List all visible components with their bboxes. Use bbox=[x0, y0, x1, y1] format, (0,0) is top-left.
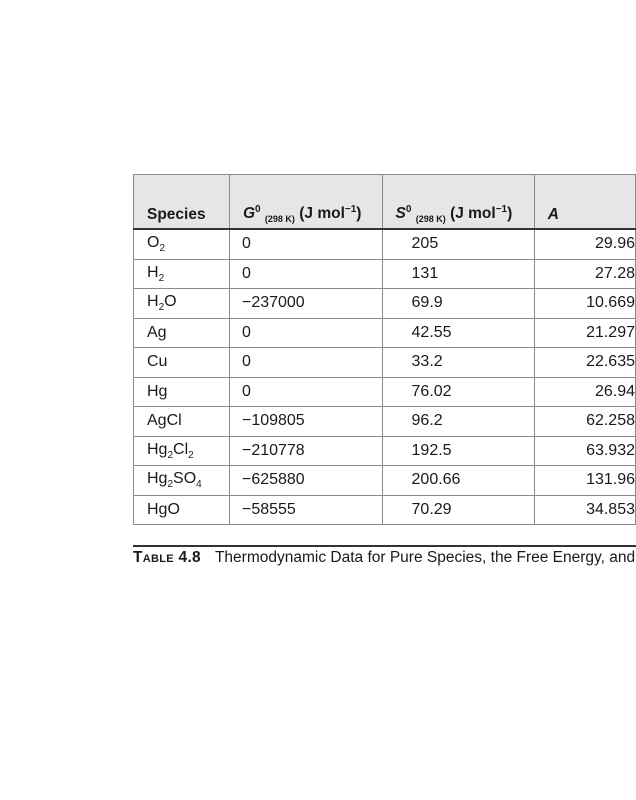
formula-text: Cl bbox=[173, 440, 189, 458]
formula-subscript: 2 bbox=[158, 272, 165, 284]
header-entropy-sup: 0 bbox=[405, 204, 412, 215]
cell-coefficient-a: 27.28 bbox=[534, 259, 635, 289]
formula-text: SO bbox=[173, 470, 197, 488]
table-row bbox=[134, 407, 636, 437]
cell-species bbox=[134, 377, 230, 407]
table-row bbox=[134, 229, 636, 259]
header-gibbs-sup: 0 bbox=[255, 204, 261, 215]
cell-coefficient-a: 10.669 bbox=[534, 289, 635, 319]
formula-subscript: 2 bbox=[159, 243, 166, 255]
caption-label: Table 4.8 bbox=[133, 549, 201, 566]
formula-subscript: 4 bbox=[196, 479, 202, 491]
cell-entropy: 192.5 bbox=[382, 436, 534, 466]
cell-species bbox=[134, 466, 230, 496]
table-row bbox=[134, 289, 636, 319]
header-gibbs-temp: (298 K) bbox=[264, 214, 295, 224]
formula-text: Ag bbox=[147, 323, 167, 341]
cell-coefficient-a: 63.932 bbox=[534, 436, 635, 466]
cell-gibbs-energy: 0 bbox=[229, 377, 382, 407]
cell-entropy: 131 bbox=[382, 259, 534, 289]
header-gibbs-unit-exp: −1 bbox=[344, 204, 357, 215]
cell-entropy: 70.29 bbox=[382, 495, 534, 525]
formula-text: AgCl bbox=[147, 412, 182, 430]
cell-species bbox=[134, 229, 230, 259]
table-caption bbox=[133, 545, 636, 567]
table-row bbox=[134, 436, 636, 466]
cell-gibbs-energy: −625880 bbox=[229, 466, 382, 496]
table-body bbox=[134, 229, 636, 525]
header-entropy-unit-exp: −1 bbox=[495, 204, 508, 215]
header-gibbs-energy bbox=[229, 175, 382, 230]
formula-text: O bbox=[164, 293, 177, 311]
cell-coefficient-a: 62.258 bbox=[534, 407, 635, 437]
cell-coefficient-a: 22.635 bbox=[534, 348, 635, 378]
cell-gibbs-energy: 0 bbox=[229, 318, 382, 348]
cell-species bbox=[134, 436, 230, 466]
cell-species bbox=[134, 495, 230, 525]
cell-coefficient-a: 29.96 bbox=[534, 229, 635, 259]
header-entropy-unit-close: ) bbox=[507, 205, 513, 222]
cell-coefficient-a: 34.853 bbox=[534, 495, 635, 525]
header-coefficient-a bbox=[534, 175, 635, 230]
header-entropy-unit: (J mol bbox=[450, 205, 496, 222]
thermodynamic-data-table bbox=[133, 174, 636, 525]
table-row bbox=[134, 318, 636, 348]
header-gibbs-unit-close: ) bbox=[356, 205, 362, 222]
cell-species bbox=[134, 289, 230, 319]
cell-gibbs-energy: −237000 bbox=[229, 289, 382, 319]
cell-species bbox=[134, 407, 230, 437]
cell-entropy: 42.55 bbox=[382, 318, 534, 348]
formula-text: HgO bbox=[147, 500, 180, 518]
table-row bbox=[134, 466, 636, 496]
cell-gibbs-energy: 0 bbox=[229, 259, 382, 289]
cell-entropy: 205 bbox=[382, 229, 534, 259]
formula-text: Hg bbox=[147, 470, 168, 488]
cell-entropy: 76.02 bbox=[382, 377, 534, 407]
cell-entropy: 69.9 bbox=[382, 289, 534, 319]
formula-subscript: 2 bbox=[188, 449, 194, 461]
table-row bbox=[134, 377, 636, 407]
cell-species bbox=[134, 348, 230, 378]
formula-text: H bbox=[147, 263, 159, 281]
header-a-symbol: A bbox=[547, 206, 559, 223]
cell-entropy: 33.2 bbox=[382, 348, 534, 378]
header-gibbs-unit: (J mol bbox=[299, 205, 345, 222]
cell-coefficient-a: 21.297 bbox=[534, 318, 635, 348]
cell-gibbs-energy: −109805 bbox=[229, 407, 382, 437]
cell-gibbs-energy: 0 bbox=[229, 229, 382, 259]
cell-gibbs-energy: 0 bbox=[229, 348, 382, 378]
table-row bbox=[134, 495, 636, 525]
table-row bbox=[134, 348, 636, 378]
cell-species bbox=[134, 318, 230, 348]
formula-subscript: 2 bbox=[167, 449, 174, 461]
header-entropy-symbol: S bbox=[395, 205, 406, 222]
caption-text: Thermodynamic Data for Pure Species, the Free Energy, and bbox=[214, 549, 636, 566]
formula-text: Cu bbox=[147, 353, 168, 371]
header-species: Species bbox=[134, 175, 230, 230]
cell-coefficient-a: 131.96 bbox=[534, 466, 635, 496]
table-row bbox=[134, 259, 636, 289]
formula-text: Hg bbox=[147, 382, 168, 400]
formula-text: Hg bbox=[147, 440, 168, 458]
cell-entropy: 200.66 bbox=[382, 466, 534, 496]
formula-text: O bbox=[147, 234, 160, 252]
formula-subscript: 2 bbox=[167, 479, 174, 491]
header-row bbox=[134, 175, 636, 230]
formula-text: H bbox=[147, 293, 159, 311]
cell-coefficient-a: 26.94 bbox=[534, 377, 635, 407]
cell-gibbs-energy: −210778 bbox=[229, 436, 382, 466]
cell-species bbox=[134, 259, 230, 289]
header-entropy-temp: (298 K) bbox=[415, 214, 446, 224]
cell-gibbs-energy: −58555 bbox=[229, 495, 382, 525]
cell-entropy: 96.2 bbox=[382, 407, 534, 437]
header-entropy bbox=[382, 175, 534, 230]
header-gibbs-symbol: G bbox=[242, 205, 256, 222]
formula-subscript: 2 bbox=[158, 302, 165, 314]
